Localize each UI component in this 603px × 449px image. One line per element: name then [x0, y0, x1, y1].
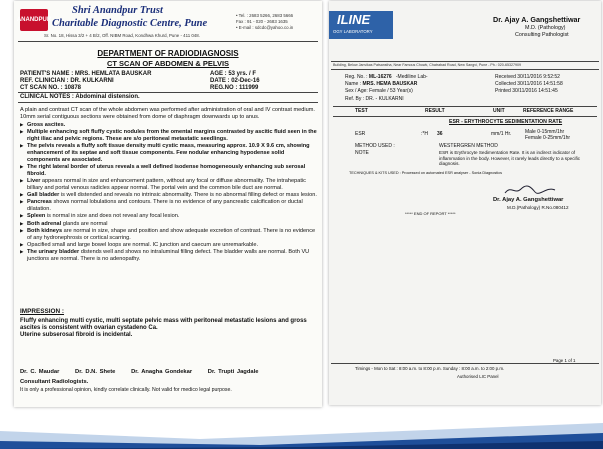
impression-label: IMPRESSION : — [20, 308, 65, 315]
finding-bold: Spleen — [27, 213, 46, 220]
trust-name: Shri Anandpur Trust — [72, 5, 163, 16]
finding-item — [20, 213, 318, 220]
method-label: METHOD USED : — [355, 143, 395, 149]
findings-list — [20, 122, 318, 263]
ct-scan-number: CT SCAN NO. : 10878 — [20, 85, 82, 91]
radiology-report-page — [14, 1, 322, 407]
name-label: Name : — [345, 81, 362, 88]
finding-item — [20, 242, 318, 249]
table-top-rule — [333, 106, 597, 107]
finding-text: glands are normal — [61, 220, 108, 227]
scan-title: CT SCAN OF ABDOMEN & PELVIS — [106, 59, 230, 68]
timestamps — [495, 74, 563, 96]
signatory-degree: M.D.(Pathology) R.No.080412 — [507, 205, 569, 210]
header-divider — [18, 41, 318, 42]
finding-bold: Gross ascites. — [27, 121, 66, 128]
impression-text-2: Uterine subserosal fibroid is incidental. — [20, 332, 133, 339]
esr-reference — [525, 129, 570, 141]
esr-ref-male: Male 0-15mm/1hr — [525, 129, 565, 135]
email: • E-mail : sdcdc@yahoo.co.in — [236, 25, 294, 30]
esr-section-title: ESR - ERYTHROCYTE SEDIMENTATION RATE — [449, 119, 563, 125]
finding-item — [20, 249, 318, 263]
table-header — [333, 108, 597, 115]
collected-time: Collected 30/11/2016 14:51:58 — [495, 81, 563, 88]
patient-name: PATIENT'S NAME : MRS. HEMLATA BAUSKAR — [20, 71, 152, 77]
lab-header-divider — [331, 61, 599, 62]
finding-item — [20, 221, 318, 228]
finding-item — [20, 192, 318, 199]
doctor-signatures — [20, 369, 258, 375]
report-body — [20, 107, 318, 264]
note-text: ESR is Erythrocyte Sedimentation Rate. It is an indirect indicator of inflammation in the body. However, it rarely leads directly to a specific diagnosis. — [439, 150, 581, 167]
esr-ref-female: Female 0-25mm/1hr — [525, 135, 571, 141]
finding-text: are normal in size, shape and position and show adequate excretion of contrast. There is no evidence of any hydronephrosis or cortical scarring. — [27, 228, 316, 241]
clinical-notes-label: CLINICAL NOTES : — [20, 94, 74, 100]
doctor-1: Dr. C. Maudar — [20, 369, 60, 375]
reg-number: REG.NO : 111999 — [210, 85, 259, 91]
lab-report-page — [329, 1, 601, 405]
finding-item — [20, 178, 318, 192]
page-number: Page 1 of 1 — [553, 358, 576, 363]
finding-text: shows normal lobulations and contours. There is no evidence of any pancreatic calcification or ductal dilatation. — [27, 199, 303, 213]
pathologist-degree: M.D. (Pathology) — [525, 25, 566, 31]
consultant-label: Consultant Radiologists. — [20, 379, 89, 385]
info-divider — [18, 92, 318, 93]
end-of-report: ***** END OF REPORT ***** — [405, 211, 456, 216]
finding-bold: Both adrenal — [27, 220, 62, 227]
patient-age: AGE : 53 yrs. / F — [210, 71, 257, 77]
lab-logo-text: ILINE — [337, 12, 371, 27]
lab-address: Building, Below Janvikas Patsanstha, Near Famous Chowk, Chatrabad Road, New Sangvi, Pune - Ph.: 020-65327909 — [333, 63, 521, 67]
signature-icon — [503, 184, 557, 196]
department-title: DEPARTMENT OF RADIODIAGNOSIS — [97, 49, 239, 58]
table-header-rule — [333, 116, 597, 117]
note-label: NOTE — [355, 150, 369, 156]
reg-no-row — [345, 74, 428, 81]
decorative-stripes — [0, 409, 603, 449]
finding-bold: Both kidneys — [27, 228, 63, 235]
impression-text: Fluffy enhancing multi cystic, multi septate pelvic mass with peritoneal metastatic lesions and gross ascites is consistent with ovarian cystadeno Ca. — [20, 318, 307, 332]
contact-block — [236, 13, 293, 31]
notes-divider — [18, 102, 318, 103]
received-time: Received 30/11/2016 9:52:52 — [495, 74, 560, 80]
centre-name: Charitable Diagnostic Centre, Pune — [52, 18, 208, 29]
finding-bold: The right lateral border of uterus reveals a well defined isodense homogeneously enhancing sub serosal fibroid. — [27, 163, 306, 177]
doctor-2: Dr. D.N. Shete — [75, 369, 116, 375]
reg-no-label: Reg. No. : — [345, 74, 368, 80]
doctor-3: Dr. Anagha Gondekar — [131, 369, 193, 375]
finding-bold: Liver — [27, 177, 41, 184]
pathologist-name: Dr. Ajay A. Gangshettiwar — [493, 15, 581, 24]
col-reference: REFERENCE RANGE — [523, 108, 574, 114]
name-row — [345, 81, 428, 88]
lab-logo-subtitle: OGY LABORATORY — [333, 29, 373, 34]
printed-time: Printed 30/11/2016 14:51:45 — [495, 88, 558, 95]
finding-text: is normal in size and does not reveal any focal lesion. — [45, 213, 180, 220]
technique-line: TECHNIQUES & KITS USED : Processed on automated ESR analyser - Sonia Diagnostics — [349, 171, 502, 175]
pathologist-role: Consulting Pathologist — [515, 32, 569, 38]
lab-tag: -Mediline Lab- — [395, 74, 428, 80]
finding-item — [20, 143, 318, 163]
telephone: • Tel. : 2683 5266, 2683 5666 — [236, 13, 294, 18]
col-test: TEST — [355, 108, 368, 114]
reg-no-value: ML-16276 — [368, 74, 392, 80]
finding-item — [20, 228, 318, 242]
finding-bold: The pelvis reveals a fluffy soft tissue density multi cystic mass, measuring approx. 10.9 X 9.6 cm, showing enhancement of its septae and soft tissue components. Few nodular enhancing hypodense solid components are associated. — [27, 142, 310, 163]
esr-flag: :*H — [421, 131, 428, 137]
esr-label: ESR — [355, 131, 366, 137]
signatory-name: Dr. Ajay A. Gangshettiwar — [493, 197, 564, 203]
intro-paragraph: A plain and contrast CT scan of the whole abdomen was performed after administration of oral and IV contrast medium. 10mm serial contiguous sections were obtained from dome of diaphragm downwards up to anus. — [20, 107, 315, 120]
patient-meta — [345, 74, 428, 103]
finding-text: distends well and shows no intraluminal filling defect. The bladder walls are normal. Both VU junctions are normal. There is no adenopathy. — [27, 249, 310, 263]
sex-age-row: Sex / Age: Female / 53 Year(s) — [345, 88, 413, 95]
finding-item — [20, 164, 318, 178]
finding-item — [20, 122, 318, 129]
finding-bold: Gall bladder — [27, 192, 60, 199]
finding-item — [20, 199, 318, 213]
disclaimer: It is only a professional opinion, kindly correlate clinically. Not valid for medico legal purpose. — [20, 387, 232, 393]
finding-bold: The urinary bladder — [27, 249, 80, 256]
method-value: WESTERGREN METHOD — [439, 143, 498, 149]
esr-value: 36 — [437, 131, 443, 137]
trust-logo: ANANDPUR — [20, 9, 48, 31]
ref-by-row: Ref. By : DR. - KULKARNI — [345, 95, 404, 102]
col-result: RESULT — [425, 108, 445, 114]
lab-timings: Timings - Mon to Sat : 8:00 a.m. to 8:00 p.m. Sunday : 8:00 a.m. to 2:00 p.m. — [355, 366, 505, 371]
finding-text: Opacified small and large bowel loops are normal. IC junction and caecum are unremarkable. — [27, 242, 259, 249]
doctor-4: Dr. Trupti Jagdale — [207, 369, 259, 375]
footer-rule — [331, 363, 599, 364]
lic-panel: Authorised LIC Panel — [457, 374, 499, 379]
ref-clinician: REF. CLINICIAN : DR. KULKARNI — [20, 78, 114, 84]
impression-block — [20, 318, 318, 340]
report-date: DATE : 02-Dec-16 — [210, 78, 260, 84]
finding-text: appears normal in size and enhancement pattern, without any focal or diffuse abnormality. The intrahepatic billiary and portal venous radicles appear normal. The portal vein and the common bile duct are normal. — [27, 177, 306, 191]
fax: Fax : 91 - 020 - 2683 1635 — [236, 19, 288, 24]
clinical-notes-value: Abdominal distension. — [75, 94, 140, 100]
finding-item — [20, 129, 318, 143]
lab-address-divider — [331, 69, 599, 70]
finding-bold: Multiple enhancing soft fluffy cystic nodules from the omental margins contrasted by ascitic fluid seen in the right iliac and pelvic regions. These are s/o peritoneal metastatic seedlings. — [27, 128, 317, 142]
centre-address: Sr. No. 18, Hissa 3/2 + 4 B/2, Off. NIBM Road, Kondhwa Khurd, Pune - 411 048. — [44, 33, 200, 38]
finding-bold: Pancreas — [27, 199, 52, 206]
col-unit: UNIT — [493, 108, 505, 114]
clinical-notes — [20, 94, 140, 100]
patient-name-value: MRS. HEMA BAUSKAR — [362, 81, 418, 88]
finding-text: is well distended and reveals no intrinsic abnormality. There is no abnormal filling defect or mass lesion. — [59, 192, 317, 199]
esr-unit: mm/1 Hr. — [491, 131, 512, 137]
